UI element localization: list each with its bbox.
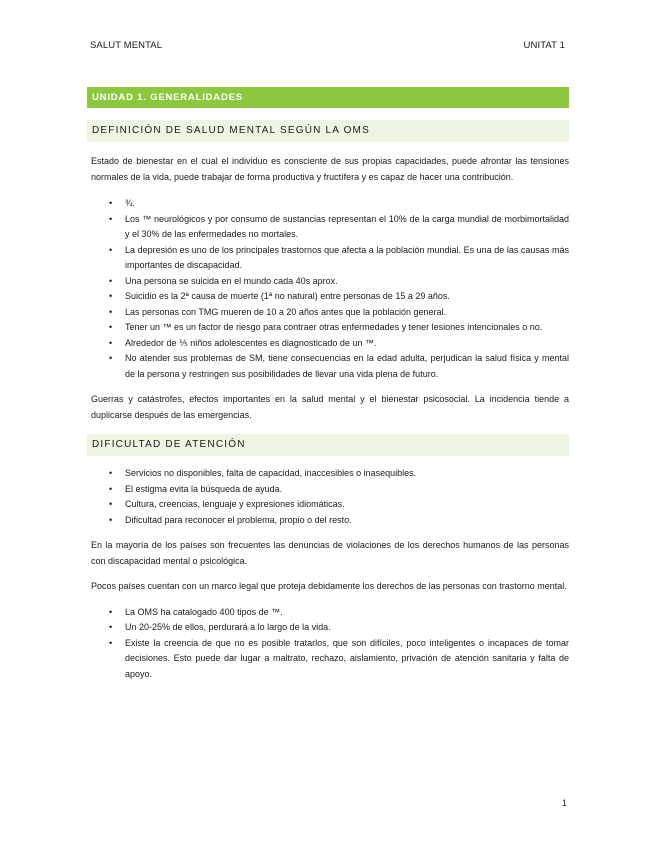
unit-title-banner: UNIDAD 1. GENERALIDADES xyxy=(87,87,569,108)
list-item: • Dificultad para reconocer el problema, propio o del resto. xyxy=(87,513,569,529)
list-item: • Cultura, creencias, lenguaje y expresiones idiomáticas. xyxy=(87,497,569,513)
bullet-icon: • xyxy=(109,499,113,509)
bullet-icon: • xyxy=(109,244,113,255)
list-item: • La depresión es uno de los principales trastornos que afecta a la población mundial. Es una de las causas más importantes de discapacidad. xyxy=(109,244,569,270)
header-course-title: SALUT MENTAL xyxy=(90,40,163,51)
bullet-icon: • xyxy=(109,198,113,208)
section-heading-definition: DEFINICIÓN DE SALUD MENTAL SEGÚN LA OMS xyxy=(87,120,569,142)
bullet-icon: • xyxy=(109,514,113,525)
header-unit-label: UNITAT 1 xyxy=(523,40,565,51)
bullet-icon: • xyxy=(109,622,113,632)
list-item: • Un 20-25% de ellos, perdurará a lo largo de la vida. xyxy=(87,620,569,636)
bullet-icon: • xyxy=(109,275,113,286)
definition-paragraph: Estado de bienestar en el cual el individuo es consciente de sus propias capacidades, puede afrontar las tensiones normales de la vida, puede trabajar de forma productiva y fructífera y es capaz de hacer una contribución. xyxy=(91,156,569,182)
bullet-icon: • xyxy=(109,337,113,348)
list-item: • Alrededor de ⅕ niños adolescentes es diagnosticado de un ™. xyxy=(87,336,569,352)
list-item: • Servicios no disponibles, falta de capacidad, inaccesibles o inasequibles. xyxy=(87,466,569,482)
human-rights-paragraph: En la mayoría de los países son frecuentes las denuncias de violaciones de los derechos humanos de las personas con discapacidad mental o psicológica. xyxy=(91,540,569,566)
document-body xyxy=(87,87,569,682)
page-number: 1 xyxy=(561,798,567,808)
bullet-icon: • xyxy=(109,606,113,617)
bullet-icon: • xyxy=(109,353,113,363)
section-heading-attention-difficulty: DIFICULTAD DE ATENCIÓN xyxy=(87,434,569,456)
list-item: • Tener un ™ es un factor de riesgo para contraer otras enfermedades y tener lesiones intencionales o no. xyxy=(87,320,569,336)
list-item: • El estigma evita la búsqueda de ayuda. xyxy=(87,482,569,498)
list-item: • Una persona se suicida en el mundo cada 40s aprox. xyxy=(87,274,569,290)
oms-bullet-list xyxy=(87,605,569,683)
bullet-icon: • xyxy=(109,637,113,648)
list-item: • Las personas con TMG mueren de 10 a 20 años antes que la población general. xyxy=(87,305,569,321)
bullet-icon: • xyxy=(109,468,113,478)
list-item: • Suicidio es la 2ª causa de muerte (1ª no natural) entre personas de 15 a 29 años. xyxy=(87,289,569,305)
page-header xyxy=(90,40,565,54)
bullet-icon: • xyxy=(109,322,113,332)
bullet-icon: • xyxy=(109,306,113,317)
emergencies-paragraph: Guerras y catástrofes, efectos importantes en la salud mental y el bienestar psicosocial. La incidencia tiende a duplicarse después de las emergencias. xyxy=(91,394,569,420)
barriers-bullet-list xyxy=(87,466,569,528)
list-item: • ¾. xyxy=(87,196,569,212)
legal-framework-paragraph: Pocos países cuentan con un marco legal que proteja debidamente los derechos de las personas con trastorno mental. xyxy=(91,581,567,591)
list-item: • Existe la creencia de que no es posible tratarlos, que son difíciles, poco inteligentes o incapaces de tomar decisiones. Esto puede dar lugar a maltrato, rechazo, aislamiento, privación de atención sanitaria y falta de apoyo. xyxy=(109,637,569,679)
bullet-icon: • xyxy=(109,291,113,301)
stats-bullet-list xyxy=(87,196,569,382)
list-item: • Los ™ neurológicos y por consumo de sustancias representan el 10% de la carga mundial de morbimortalidad y el 30% de las enfermedades no mortales. xyxy=(109,213,569,239)
bullet-icon: • xyxy=(109,483,113,494)
list-item: • No atender sus problemas de SM, tiene consecuencias en la edad adulta, perjudican la salud física y mental de la persona y restringen sus posibilidades de llevar una vida plena de futuro. xyxy=(109,353,569,379)
list-item: • La OMS ha catalogado 400 tipos de ™. xyxy=(87,605,569,621)
bullet-icon: • xyxy=(109,213,113,224)
